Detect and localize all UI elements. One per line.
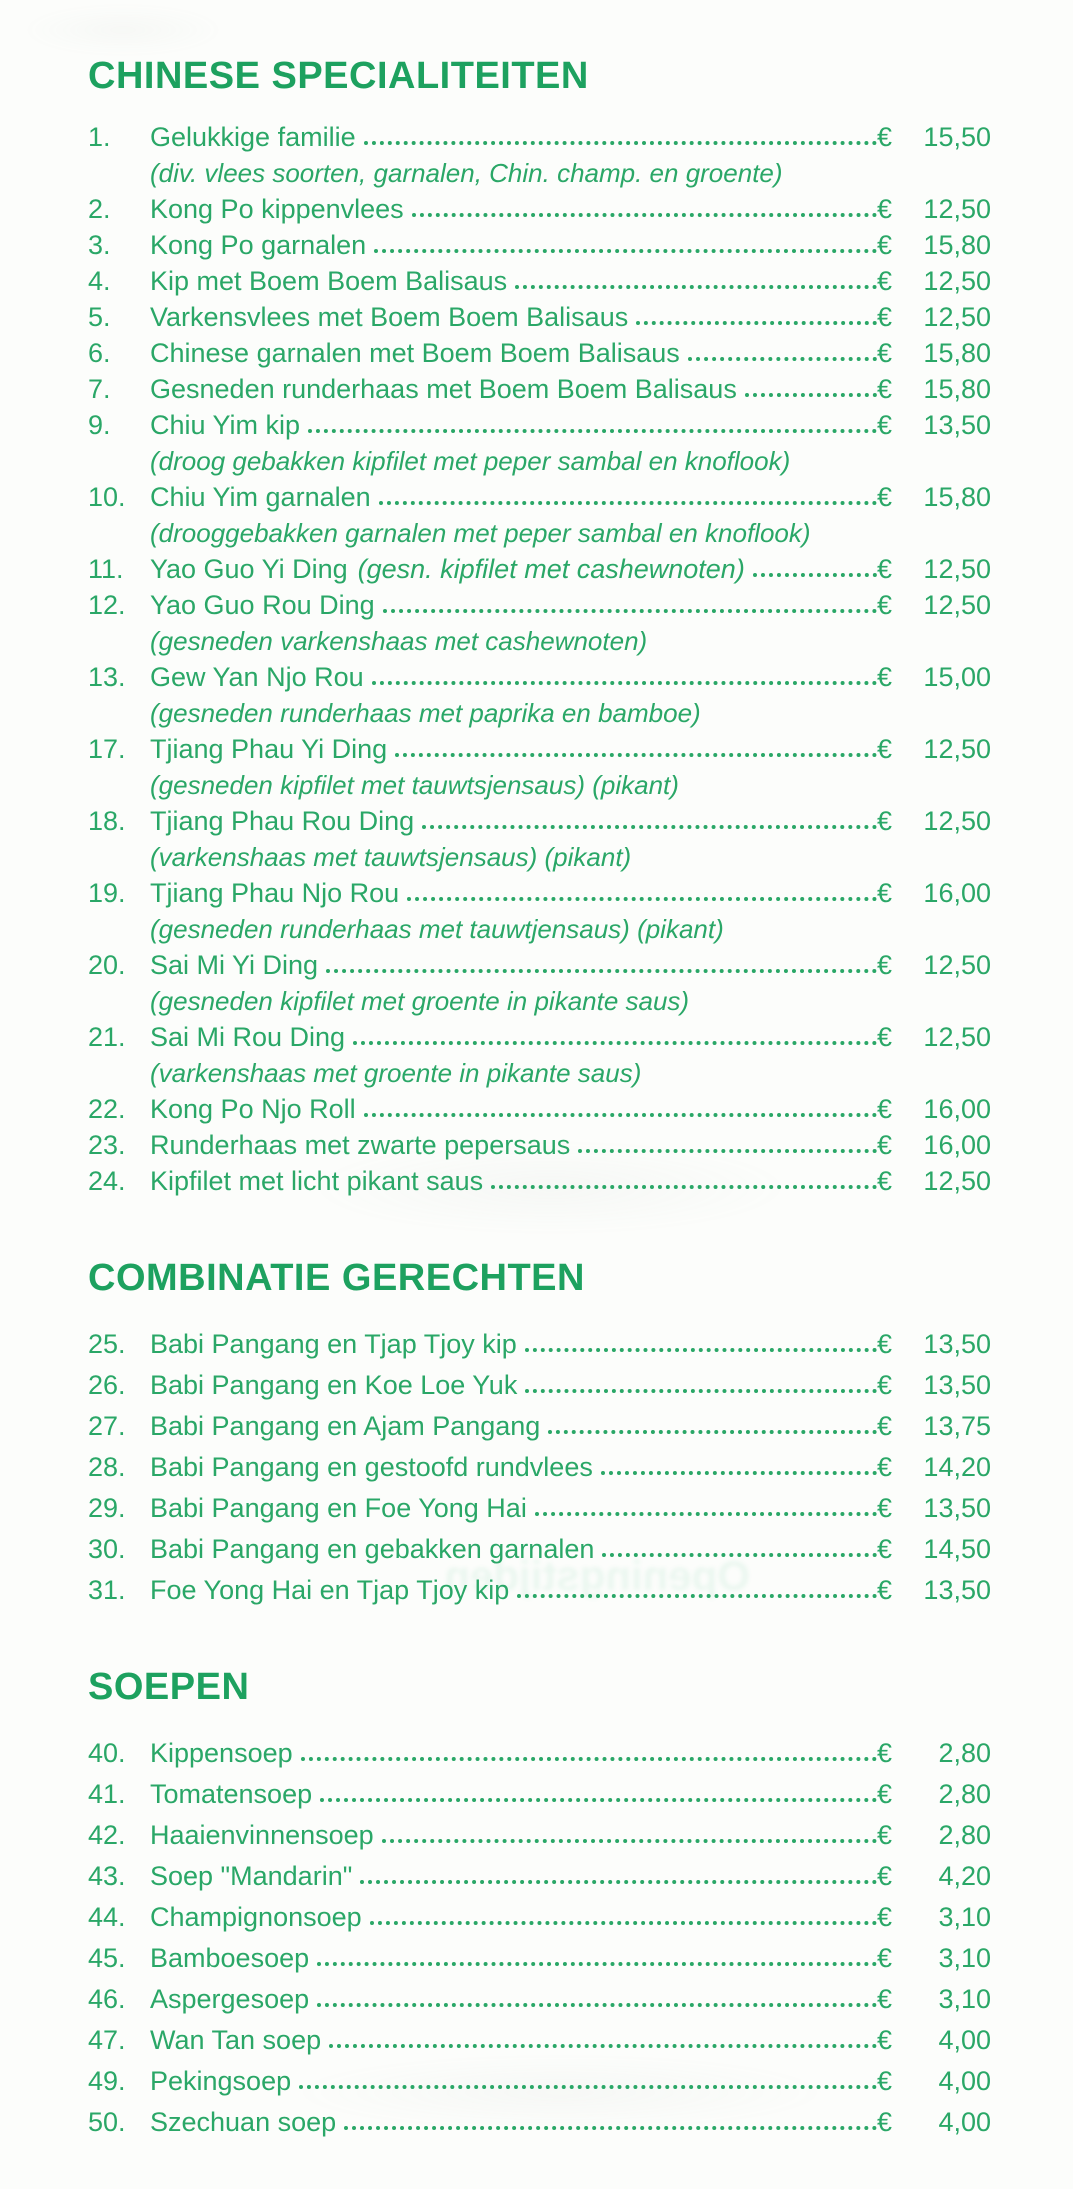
euro-sign: € — [877, 266, 893, 296]
item-number: 29. — [88, 1493, 126, 1523]
menu-item — [88, 188, 991, 224]
dot-leader — [308, 429, 877, 433]
item-note: (gesneden runderhaas met tauwtjensaus) (pikant) — [150, 914, 724, 944]
section-title: CHINESE SPECIALITEITEN — [88, 55, 589, 97]
euro-sign: € — [877, 1329, 893, 1359]
item-price: 2,80 — [938, 1738, 991, 1768]
item-price: 13,75 — [923, 1411, 991, 1441]
item-price: 3,10 — [938, 1943, 991, 1973]
menu-item — [88, 1359, 991, 1400]
item-name: Kong Po kippenvlees — [150, 194, 404, 224]
menu-item — [88, 2096, 991, 2137]
euro-sign: € — [877, 2025, 893, 2055]
euro-sign: € — [877, 1534, 893, 1564]
euro-sign: € — [877, 482, 893, 512]
section-title: SOEPEN — [88, 1666, 250, 1708]
item-price: 4,00 — [938, 2107, 991, 2137]
menu-item — [88, 1441, 991, 1482]
dot-leader — [491, 1185, 877, 1189]
dot-leader — [364, 141, 877, 145]
item-price: 12,50 — [923, 302, 991, 332]
euro-sign: € — [877, 554, 893, 584]
item-number: 46. — [88, 1984, 126, 2014]
item-number: 30. — [88, 1534, 126, 1564]
menu-item — [88, 1768, 991, 1809]
item-price: 3,10 — [938, 1902, 991, 1932]
item-price: 12,50 — [923, 590, 991, 620]
item-note: (droog gebakken kipfilet met peper sambal en knoflook) — [150, 446, 791, 476]
item-price: 4,00 — [938, 2025, 991, 2055]
item-name: Babi Pangang en Koe Loe Yuk — [150, 1370, 518, 1400]
menu-item — [88, 944, 991, 980]
item-number: 19. — [88, 878, 126, 908]
item-name: Szechuan soep — [150, 2107, 337, 2137]
item-name: Chiu Yim kip — [150, 410, 301, 440]
item-number: 6. — [88, 338, 111, 368]
item-note: (gesneden varkenshaas met cashewnoten) — [150, 626, 648, 656]
item-number: 26. — [88, 1370, 126, 1400]
menu-item — [88, 476, 991, 512]
menu-item — [88, 296, 991, 332]
menu-item — [88, 1809, 991, 1850]
dot-leader — [299, 2085, 877, 2089]
euro-sign: € — [877, 1411, 893, 1441]
menu-item — [88, 332, 991, 368]
euro-sign: € — [877, 2107, 893, 2137]
dot-leader — [688, 357, 877, 361]
item-number: 2. — [88, 194, 111, 224]
item-price: 16,00 — [923, 1094, 991, 1124]
item-name: Kip met Boem Boem Balisaus — [150, 266, 508, 296]
item-price: 14,20 — [923, 1452, 991, 1482]
euro-sign: € — [877, 1493, 893, 1523]
item-name: Champignonsoep — [150, 1902, 362, 1932]
menu-item — [88, 1160, 991, 1196]
item-name: Tjiang Phau Njo Rou — [150, 878, 400, 908]
item-number: 10. — [88, 482, 126, 512]
menu-item — [88, 1850, 991, 1891]
item-name: Foe Yong Hai en Tjap Tjoy kip — [150, 1575, 510, 1605]
dot-leader — [602, 1553, 877, 1557]
item-price: 12,50 — [923, 950, 991, 980]
item-name: Babi Pangang en Tjap Tjoy kip — [150, 1329, 517, 1359]
item-name: Sai Mi Rou Ding — [150, 1022, 346, 1052]
item-number: 12. — [88, 590, 126, 620]
euro-sign: € — [877, 302, 893, 332]
item-price: 12,50 — [923, 1022, 991, 1052]
item-name: Chinese garnalen met Boem Boem Balisaus — [150, 338, 680, 368]
item-name: Gesneden runderhaas met Boem Boem Balisaus — [150, 374, 737, 404]
menu-item — [88, 800, 991, 836]
item-note: (varkenshaas met tauwtsjensaus) (pikant) — [150, 842, 632, 872]
euro-sign: € — [877, 1902, 893, 1932]
item-price: 2,80 — [938, 1820, 991, 1850]
item-price: 15,80 — [923, 230, 991, 260]
item-number: 41. — [88, 1779, 126, 1809]
item-name: Soep "Mandarin" — [150, 1861, 353, 1891]
dot-leader — [395, 753, 877, 757]
euro-sign: € — [877, 230, 893, 260]
dot-leader — [535, 1512, 877, 1516]
item-number: 7. — [88, 374, 111, 404]
dot-leader — [578, 1149, 877, 1153]
item-price: 14,50 — [923, 1534, 991, 1564]
item-price: 15,80 — [923, 374, 991, 404]
item-number: 47. — [88, 2025, 126, 2055]
item-price: 15,50 — [923, 122, 991, 152]
item-number: 20. — [88, 950, 126, 980]
item-price: 16,00 — [923, 1130, 991, 1160]
item-name: Bamboesoep — [150, 1943, 310, 1973]
euro-sign: € — [877, 194, 893, 224]
dot-leader — [382, 1839, 877, 1843]
item-number: 25. — [88, 1329, 126, 1359]
item-name: Kipfilet met licht pikant saus — [150, 1166, 484, 1196]
section-title: COMBINATIE GERECHTEN — [88, 1257, 585, 1299]
euro-sign: € — [877, 878, 893, 908]
item-name: Yao Guo Yi Ding — [150, 554, 348, 584]
dot-leader — [372, 681, 877, 685]
item-number: 3. — [88, 230, 111, 260]
item-note: (gesneden kipfilet met tauwtsjensaus) (pikant) — [150, 770, 679, 800]
euro-sign: € — [877, 338, 893, 368]
item-price: 12,50 — [923, 1166, 991, 1196]
item-price: 15,80 — [923, 338, 991, 368]
item-price: 13,50 — [923, 1329, 991, 1359]
item-price: 16,00 — [923, 878, 991, 908]
menu-item — [88, 1891, 991, 1932]
dot-leader — [317, 2003, 877, 2007]
item-name: Kong Po garnalen — [150, 230, 367, 260]
item-name: Sai Mi Yi Ding — [150, 950, 319, 980]
euro-sign: € — [877, 374, 893, 404]
menu-item — [88, 1124, 991, 1160]
item-price: 15,80 — [923, 482, 991, 512]
item-name: Babi Pangang en gebakken garnalen — [150, 1534, 595, 1564]
item-name: Babi Pangang en gestoofd rundvlees — [150, 1452, 593, 1482]
item-name: Wan Tan soep — [150, 2025, 322, 2055]
item-price: 12,50 — [923, 194, 991, 224]
item-price: 4,00 — [938, 2066, 991, 2096]
item-name: Kong Po Njo Roll — [150, 1094, 356, 1124]
euro-sign: € — [877, 1022, 893, 1052]
item-number: 4. — [88, 266, 111, 296]
item-price: 12,50 — [923, 266, 991, 296]
item-name: Varkensvlees met Boem Boem Balisaus — [150, 302, 629, 332]
menu-section — [88, 1665, 991, 2137]
euro-sign: € — [877, 1943, 893, 1973]
menu-item — [88, 2014, 991, 2055]
euro-sign: € — [877, 1452, 893, 1482]
dot-leader — [525, 1389, 877, 1393]
item-name: Runderhaas met zwarte pepersaus — [150, 1130, 571, 1160]
item-number: 13. — [88, 662, 126, 692]
euro-sign: € — [877, 1130, 893, 1160]
dot-leader — [515, 285, 877, 289]
euro-sign: € — [877, 2066, 893, 2096]
dot-leader — [326, 969, 877, 973]
menu-item — [88, 224, 991, 260]
item-name: Kippensoep — [150, 1738, 293, 1768]
menu-item — [88, 1564, 991, 1605]
menu-item — [88, 728, 991, 764]
item-number: 40. — [88, 1738, 126, 1768]
dot-leader — [317, 1962, 877, 1966]
euro-sign: € — [877, 734, 893, 764]
dot-leader — [636, 321, 877, 325]
item-number: 49. — [88, 2066, 126, 2096]
item-number: 28. — [88, 1452, 126, 1482]
menu-section — [88, 54, 991, 1196]
dot-leader — [525, 1348, 877, 1352]
dot-leader — [412, 213, 877, 217]
dot-leader — [407, 897, 877, 901]
menu-item — [88, 656, 991, 692]
item-number: 23. — [88, 1130, 126, 1160]
item-name: Gew Yan Njo Rou — [150, 662, 364, 692]
item-price: 4,20 — [938, 1861, 991, 1891]
dot-leader — [374, 249, 877, 253]
item-number: 42. — [88, 1820, 126, 1850]
dot-leader — [364, 1113, 877, 1117]
dot-leader — [745, 393, 877, 397]
item-name: Tjiang Phau Yi Ding — [150, 734, 388, 764]
menu-item — [88, 1523, 991, 1564]
euro-sign: € — [877, 1984, 893, 2014]
item-note: (gesneden kipfilet met groente in pikante saus) — [150, 986, 690, 1016]
item-price: 12,50 — [923, 806, 991, 836]
menu-item — [88, 1932, 991, 1973]
item-price: 12,50 — [923, 734, 991, 764]
euro-sign: € — [877, 410, 893, 440]
dot-leader — [320, 1798, 877, 1802]
euro-sign: € — [877, 1575, 893, 1605]
item-number: 27. — [88, 1411, 126, 1441]
item-price: 15,00 — [923, 662, 991, 692]
dot-leader — [601, 1471, 877, 1475]
item-number: 24. — [88, 1166, 126, 1196]
item-number: 17. — [88, 734, 126, 764]
dot-leader — [360, 1880, 877, 1884]
item-name: Tjiang Phau Rou Ding — [150, 806, 415, 836]
item-number: 9. — [88, 410, 111, 440]
menu-item — [88, 548, 991, 584]
dot-leader — [548, 1430, 877, 1434]
euro-sign: € — [877, 1094, 893, 1124]
item-name: Babi Pangang en Ajam Pangang — [150, 1411, 541, 1441]
menu-section — [88, 1256, 991, 1605]
item-name: Haaienvinnensoep — [150, 1820, 374, 1850]
item-price: 2,80 — [938, 1779, 991, 1809]
menu-item — [88, 1318, 991, 1359]
dot-leader — [370, 1921, 877, 1925]
item-note: (drooggebakken garnalen met peper sambal en knoflook) — [150, 518, 811, 548]
item-note: (varkenshaas met groente in pikante saus) — [150, 1058, 642, 1088]
item-note: (div. vlees soorten, garnalen, Chin. champ. en groente) — [150, 158, 783, 188]
euro-sign: € — [877, 1861, 893, 1891]
euro-sign: € — [877, 1820, 893, 1850]
menu-item — [88, 1973, 991, 2014]
item-number: 18. — [88, 806, 126, 836]
menu-item — [88, 872, 991, 908]
dot-leader — [344, 2126, 877, 2130]
menu-item — [88, 404, 991, 440]
euro-sign: € — [877, 1738, 893, 1768]
euro-sign: € — [877, 1779, 893, 1809]
item-name: Aspergesoep — [150, 1984, 310, 2014]
euro-sign: € — [877, 1166, 893, 1196]
item-name: Babi Pangang en Foe Yong Hai — [150, 1493, 527, 1523]
item-price: 13,50 — [923, 1370, 991, 1400]
item-number: 43. — [88, 1861, 126, 1891]
menu-item — [88, 584, 991, 620]
menu-item — [88, 1727, 991, 1768]
item-number: 22. — [88, 1094, 126, 1124]
item-name: Gelukkige familie — [150, 122, 356, 152]
item-number: 45. — [88, 1943, 126, 1973]
dot-leader — [329, 2044, 877, 2048]
item-number: 44. — [88, 1902, 126, 1932]
euro-sign: € — [877, 122, 893, 152]
menu-item — [88, 260, 991, 296]
dot-leader — [379, 501, 877, 505]
item-number: 50. — [88, 2107, 126, 2137]
item-number: 1. — [88, 122, 111, 152]
menu-item — [88, 1016, 991, 1052]
menu-item — [88, 2055, 991, 2096]
item-inline-note: (gesn. kipfilet met cashewnoten) — [357, 554, 745, 584]
item-name: Yao Guo Rou Ding — [150, 590, 375, 620]
item-name: Tomatensoep — [150, 1779, 313, 1809]
item-note: (gesneden runderhaas met paprika en bamboe) — [150, 698, 701, 728]
bleed-through-ghost-text: Openingstijden — [444, 1552, 750, 1599]
item-number: 31. — [88, 1575, 126, 1605]
menu-item — [88, 368, 991, 404]
euro-sign: € — [877, 1370, 893, 1400]
euro-sign: € — [877, 950, 893, 980]
dot-leader — [517, 1594, 877, 1598]
item-price: 12,50 — [923, 554, 991, 584]
euro-sign: € — [877, 806, 893, 836]
euro-sign: € — [877, 662, 893, 692]
menu-item — [88, 1482, 991, 1523]
menu-item — [88, 116, 991, 152]
item-number: 11. — [88, 554, 124, 584]
item-name: Chiu Yim garnalen — [150, 482, 371, 512]
dot-leader — [422, 825, 877, 829]
dot-leader — [753, 573, 877, 577]
euro-sign: € — [877, 590, 893, 620]
dot-leader — [353, 1041, 877, 1045]
item-number: 21. — [88, 1022, 126, 1052]
menu-item — [88, 1088, 991, 1124]
item-price: 13,50 — [923, 410, 991, 440]
menu-item — [88, 1400, 991, 1441]
item-name: Pekingsoep — [150, 2066, 292, 2096]
item-price: 3,10 — [938, 1984, 991, 2014]
item-price: 13,50 — [923, 1493, 991, 1523]
item-price: 13,50 — [923, 1575, 991, 1605]
dot-leader — [301, 1757, 877, 1761]
item-number: 5. — [88, 302, 111, 332]
dot-leader — [383, 609, 877, 613]
